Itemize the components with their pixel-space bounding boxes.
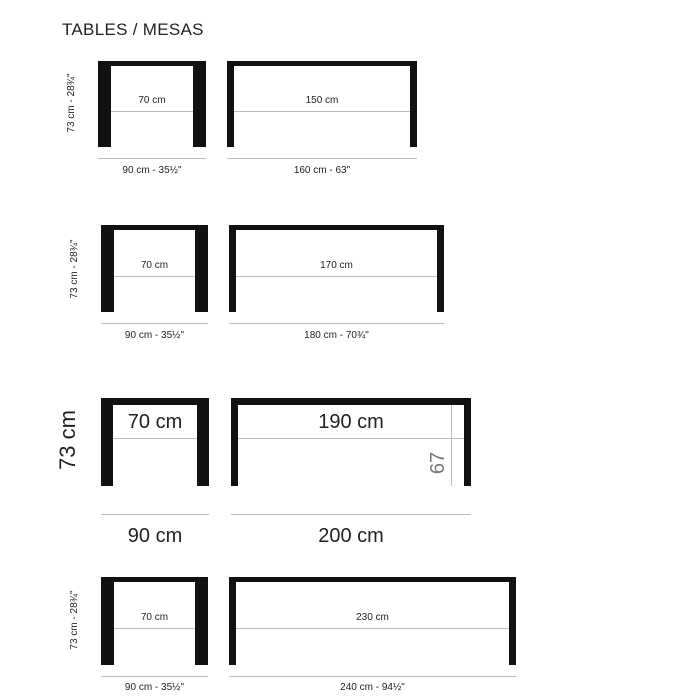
outer-dimension-line <box>101 514 209 515</box>
outer-width-label: 90 cm <box>127 525 183 547</box>
inner-width-label: 70 cm <box>138 95 166 106</box>
side-dimension-label: 67 <box>427 451 449 475</box>
inner-width-label: 70 cm <box>127 411 183 433</box>
height-label: 73 cm - 28¾" <box>66 73 77 133</box>
inner-width-label: 70 cm <box>140 260 169 271</box>
inner-width-label: 230 cm <box>356 612 389 623</box>
outer-dimension-line <box>101 323 208 324</box>
height-label: 73 cm <box>55 410 80 470</box>
inner-width-label: 190 cm <box>318 411 384 433</box>
outer-dimension-line <box>101 676 208 677</box>
height-label: 73 cm - 28¾" <box>69 239 80 299</box>
outer-dimension-line <box>229 323 444 324</box>
outer-width-label: 90 cm - 35½" <box>124 682 185 693</box>
outer-dimension-line <box>98 158 206 159</box>
outer-width-label: 200 cm <box>318 525 384 547</box>
outer-width-label: 180 cm - 70¾" <box>304 330 369 341</box>
height-label: 73 cm - 28¾" <box>69 590 80 650</box>
outer-dimension-line <box>227 158 417 159</box>
page-title: TABLES / MESAS <box>62 20 204 39</box>
inner-width-label: 70 cm <box>140 612 169 623</box>
outer-width-label: 90 cm - 35½" <box>122 165 182 176</box>
outer-dimension-line <box>231 514 471 515</box>
outer-width-label: 240 cm - 94½" <box>340 682 405 693</box>
outer-width-label: 90 cm - 35½" <box>124 330 185 341</box>
inner-width-label: 150 cm <box>305 95 339 106</box>
outer-width-label: 160 cm - 63" <box>293 165 351 176</box>
outer-dimension-line <box>229 676 516 677</box>
inner-width-label: 170 cm <box>320 260 353 271</box>
